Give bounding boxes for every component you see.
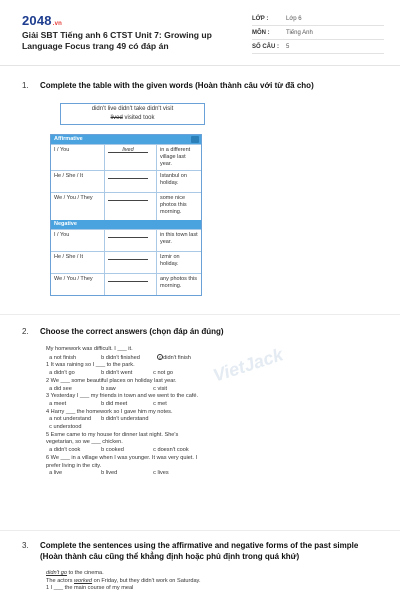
subject-cell: I / You [51,230,105,251]
question-item [46,409,206,432]
word-box-line-2 [61,114,204,123]
option[interactable]: c visit [153,385,168,392]
watermark: VietJack [210,344,286,386]
option[interactable]: c doesn't cook [153,447,189,454]
negative-label: Negative [54,221,77,227]
answer-blank[interactable]: worked [74,577,93,584]
question-text: 4 Harry ___ the homework so I gave him my notes. [46,408,173,415]
table-row [51,144,201,170]
object-cell: Istanbul on holiday. [160,173,187,186]
circled-answer-icon: c [158,354,162,360]
option[interactable]: b cooked [101,447,124,454]
question-item [46,393,206,408]
multiple-choice-list [46,346,206,478]
subject-cell: I / You [51,145,105,170]
sentence-text: The actors [46,577,73,584]
struck-word: lived [110,115,123,121]
meta-key: MÔN : [252,29,270,36]
page-title: Giải SBT Tiếng anh 6 CTST Unit 7: Growing up Language Focus trang 49 có đáp án [22,30,212,51]
question-text: 2 We ___ some beautiful places on holiday last year. [46,377,177,384]
pencil-icon [191,136,199,143]
option[interactable]: b saw [101,385,116,392]
affirmative-label: Affirmative [54,136,83,142]
object-cell: in a different village last year. [160,147,191,167]
option[interactable]: a not understand [49,416,92,423]
option[interactable]: a not finish [49,354,77,361]
sentence-text: on Friday, but they didn't work on Saturday. [93,577,201,584]
meta-row-subject [252,26,384,40]
answer-blank[interactable]: lived [108,147,148,153]
example-question: My homework was difficult. I ___ it. [46,346,133,352]
table-row [51,170,201,192]
option[interactable]: b didn't understand [101,416,149,423]
option[interactable]: a didn't cook [49,447,81,454]
question-text: 6 We ___ in a village when I was younger. It was very quiet. I prefer living in the city. [46,454,198,469]
section-number: 1. [22,81,29,90]
question-text: 5 Esme came to my house for dinner last night. She's vegetarian, so we ___ chicken. [46,431,179,446]
subject-cell: He / She / It [51,171,105,192]
sentence-text: to the cinema. [68,570,104,576]
option[interactable]: a live [49,470,63,477]
sentence-completion [46,570,246,593]
divider [0,530,400,531]
question-item [46,362,206,377]
example-line [46,570,246,578]
subject-cell: We / You / They [51,274,105,295]
option[interactable]: c lives [153,470,169,477]
option[interactable]: a did see [49,385,72,392]
meta-key: LỚP : [252,15,269,22]
meta-row-class [252,12,384,26]
subject-cell: He / She / It [51,252,105,273]
grammar-table [50,134,202,296]
option[interactable]: b didn't finished [101,354,140,361]
answer-blank[interactable] [108,254,148,260]
option[interactable]: b did meet [101,400,128,407]
section-instruction: Choose the correct answers (chọn đáp án đúng) [40,327,224,336]
meta-key: SỐ CÂU : [252,43,279,50]
logo-text: 2048 [22,13,52,28]
answer-blank[interactable]: didn't go [46,570,67,576]
meta-value: Tiếng Anh [286,29,313,36]
table-header-negative [51,220,201,229]
divider [0,314,400,315]
meta-row-count [252,40,384,54]
section-instruction: Complete the sentences using the affirmative and negative forms of the past simple (Hoàn thành câu cũng thể khẳng định hoặc phủ định trong quá khứ) [40,541,359,561]
site-logo[interactable] [22,13,62,28]
question-text: 1 It was raining so I ___ to the park. [46,362,135,369]
meta-value: 5 [286,43,290,50]
table-header-affirmative [51,135,201,144]
option[interactable]: c not go [153,370,174,377]
word-box-rest: visited took [124,115,155,121]
answer-cell [105,193,157,220]
answer-blank[interactable] [108,173,148,179]
answer-blank[interactable] [108,195,148,201]
question-text: 3 Yesterday I ___ my friends in town and we went to the café. [46,393,199,400]
question-item [46,455,206,478]
table-row [51,251,201,273]
option[interactable]: didn't finish [163,354,191,361]
object-cell: in this town last year. [160,232,198,245]
subject-cell: We / You / They [51,193,105,220]
meta-value: Lớp 6 [286,15,302,22]
answer-blank[interactable] [108,232,148,238]
word-box [60,103,205,125]
answer-cell [105,274,157,295]
option[interactable]: a didn't go [49,370,75,377]
section-number: 3. [22,541,29,550]
table-row [51,229,201,251]
object-cell: some nice photos this morning. [160,195,187,215]
word-box-line-1: didn't live didn't take didn't visit [91,106,174,112]
option[interactable]: b lived [101,470,118,477]
example-options [46,354,206,363]
logo-domain: .vn [52,21,63,27]
question-text: 1 I ___ the main course of my meal [46,585,134,592]
option[interactable]: b didn't went [101,370,133,377]
section-instruction: Complete the table with the given words (Hoàn thành câu với từ đã cho) [40,81,314,90]
answer-cell [105,171,157,192]
section-number: 2. [22,327,29,336]
answer-cell [105,230,157,251]
option[interactable]: c met [153,400,167,407]
page-header [0,0,400,66]
answer-cell [105,145,157,170]
object-cell: any photos this morning. [160,276,197,289]
example-line [46,578,246,586]
option[interactable]: c understood [49,424,82,431]
table-row [51,192,201,220]
object-cell: Izmir on holiday. [160,254,180,267]
table-row [51,273,201,295]
option[interactable]: a meet [49,400,67,407]
answer-cell [105,252,157,273]
answer-blank[interactable] [108,276,148,282]
question-item [46,432,206,455]
question-item [46,378,206,393]
meta-table [252,12,384,54]
